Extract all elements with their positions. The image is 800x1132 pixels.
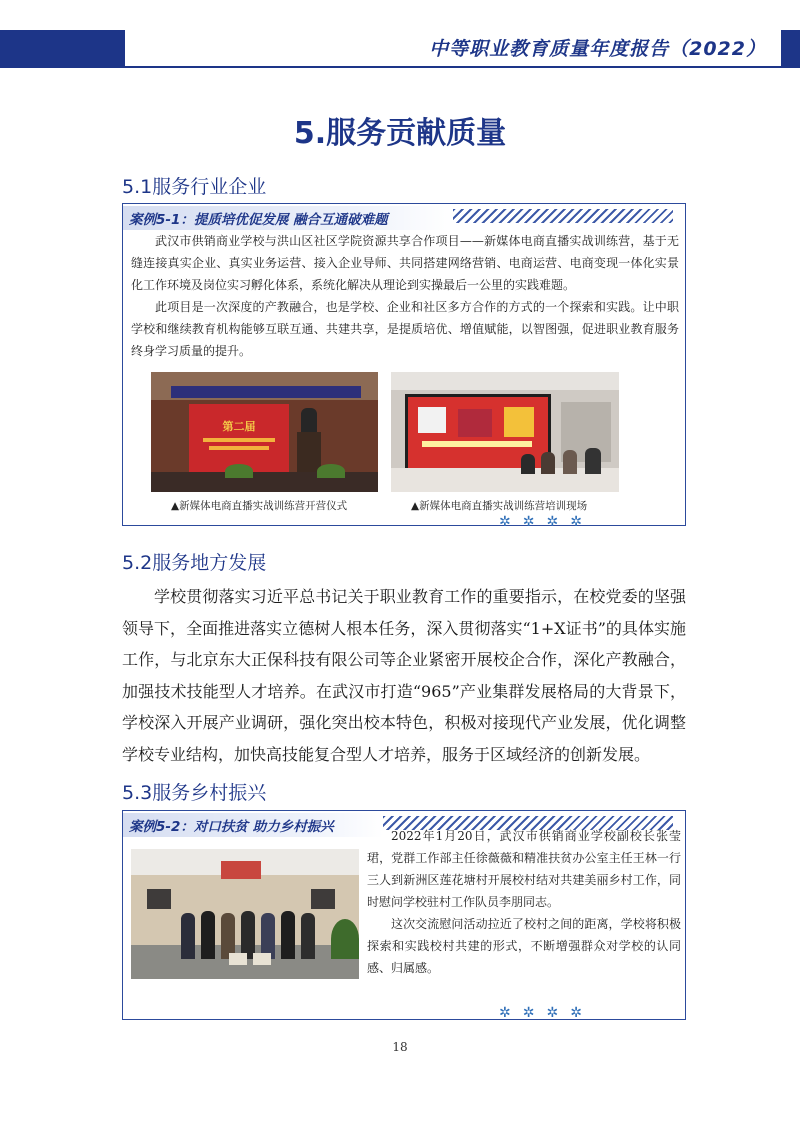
case-tag-5-1: 案例5-1：提质培优促发展 融合互通破难题 (123, 206, 453, 230)
screen-tile (504, 407, 534, 437)
person (241, 911, 255, 959)
section-heading-5-1: 5.1服务行业企业 (122, 176, 267, 198)
header-rule (125, 66, 781, 68)
section-5-2-body (122, 581, 686, 770)
case-box-5-2 (122, 810, 686, 1020)
screen-text-line (422, 441, 532, 447)
attendee (541, 452, 555, 474)
attendee (585, 448, 601, 474)
photo-1-caption: ▲新媒体电商直播实战训练营开营仪式 (171, 500, 348, 512)
screen-text-line (203, 438, 275, 442)
case-5-1-paragraph-2: 此项目是一次深度的产教融合，也是学校、企业和社区多方合作的方式的一个探索和实践。让中职学校和继续教育机构能够互联互通、共建共享，是提质培优、增值赋能，以智图强，促进职业教育服务终身学习质量的提升。 (131, 300, 679, 358)
page-number: 18 (392, 1040, 408, 1054)
window (311, 889, 335, 909)
signboard (221, 861, 261, 879)
person (201, 911, 215, 959)
section-heading-5-2: 5.2服务地方发展 (122, 552, 267, 574)
window (147, 889, 171, 909)
case-box-5-1 (122, 203, 686, 530)
page-title: 5.服务贡献质量 (293, 116, 507, 151)
case-stripes (453, 209, 673, 223)
screen-text-line (209, 446, 269, 450)
running-header-title: 中等职业教育质量年度报告（2022） (429, 38, 766, 60)
shrub (331, 919, 359, 959)
header-block-right (781, 30, 800, 68)
case-tag-5-2: 案例5-2：对口扶贫 助力乡村振兴 (123, 813, 383, 837)
case-5-1-paragraph-1: 武汉市供销商业学校与洪山区社区学院资源共享合作项目——新媒体电商直播实战训练营，基于无缝连接真实企业、真实业务运营、接入企业导师、共同搭建网络营销、电商运营、电商变现一体化实景化工作环境及岗位实习孵化体系，系统化解决从理论到实操最后一公里的实践难题。 (131, 234, 679, 292)
case-5-2-paragraph-2: 这次交流慰问活动拉近了校村之间的距离，学校将积极探索和实践校村共建的形式，不断增强群众对学校的认同感、归属感。 (367, 917, 681, 975)
photo-opening-ceremony (151, 372, 378, 492)
photo-2-caption: ▲新媒体电商直播实战训练营培训现场 (411, 500, 588, 512)
section-heading-5-3: 5.3服务乡村振兴 (122, 782, 267, 804)
photo-village-visit (131, 849, 359, 979)
person (301, 913, 315, 959)
person (281, 911, 295, 959)
case-5-2-body (367, 825, 681, 979)
attendee (521, 454, 535, 474)
lectern (297, 432, 321, 472)
plant (225, 464, 253, 478)
banner (171, 386, 361, 398)
stage-screen (189, 404, 289, 472)
ceiling (391, 372, 619, 390)
plant (317, 464, 345, 478)
section-5-2-paragraph: 学校贯彻落实习近平总书记关于职业教育工作的重要指示，在校党委的坚强领导下，全面推进落实立德树人根本任务，深入贯彻落实“1+X证书”的具体实施工作，与北京东大正保科技有限公司等企业紧密开展校企合作，深化产教融合，加强技术技能型人才培养。在武汉市打造“965”产业集群发展格局的大背景下，学校深入开展产业调研，强化突出校本特色，积极对接现代产业发展，优化调整学校专业结构，加快高技能复合型人才培养，服务于区域经济的创新发展。 (122, 587, 686, 764)
photo-training-session (391, 372, 619, 492)
screen-title: 第二届 (222, 420, 256, 433)
header-block-left (0, 30, 125, 68)
screen-tile (458, 409, 492, 437)
decorative-stars: ✲✲✲✲ (499, 514, 594, 530)
case-5-1-body (131, 230, 679, 362)
gift-box (229, 953, 247, 965)
screen-tile (418, 407, 446, 433)
person (181, 913, 195, 959)
gift-box (253, 953, 271, 965)
case-5-2-paragraph-1: 2022年1月20日，武汉市供销商业学校副校长张莹珺，党群工作部主任徐薇薇和精准扶贫办公室主任王林一行三人到新洲区莲花塘村开展校村结对共建美丽乡村工作，同时慰问学校驻村工作队员李朋同志。 (367, 829, 681, 909)
attendee (563, 450, 577, 474)
decorative-stars: ✲✲✲✲ (499, 1005, 594, 1021)
